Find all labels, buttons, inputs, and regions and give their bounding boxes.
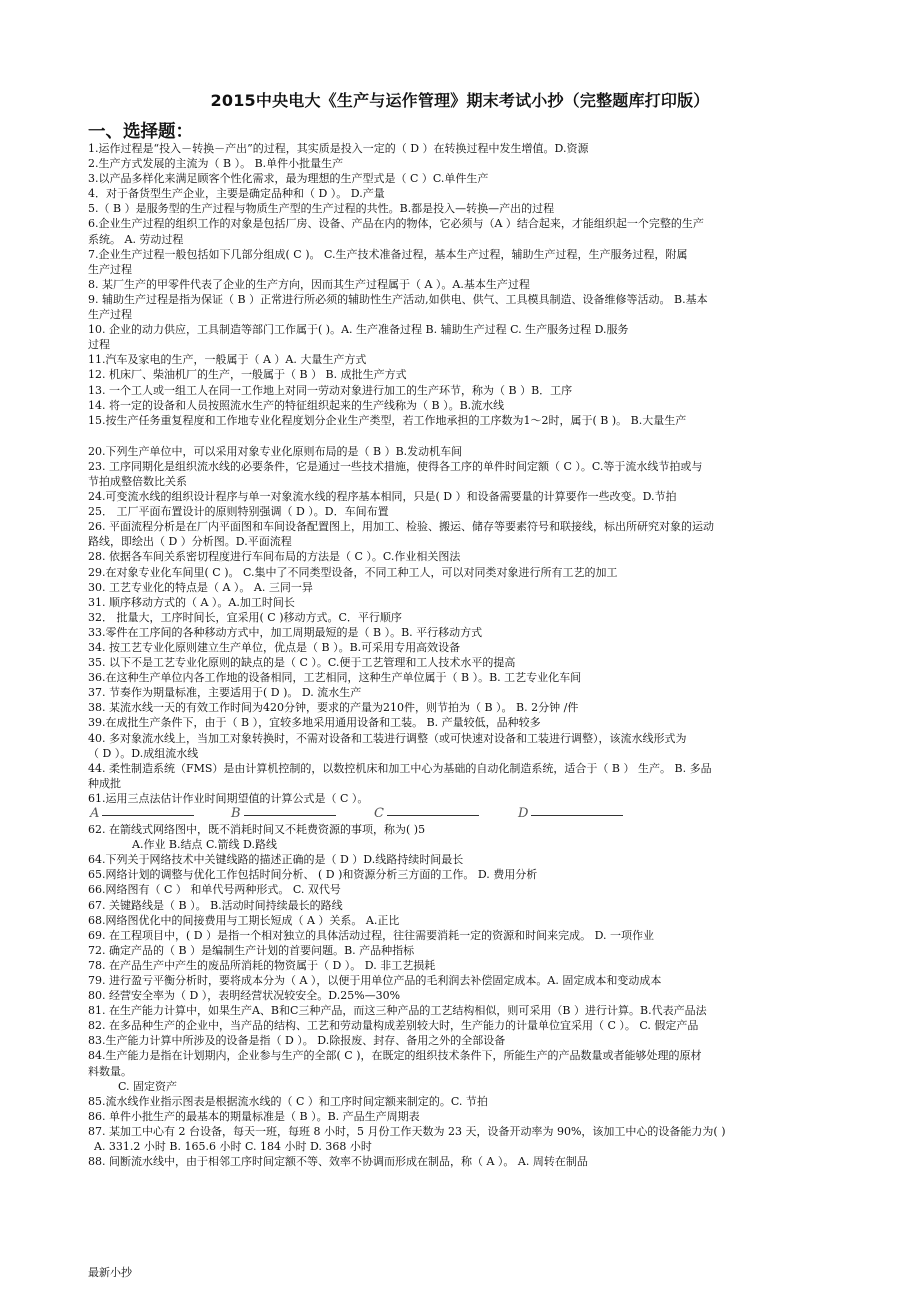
question-line: 23. 工序同期化是组织流水线的必要条件，它是通过一些技术措施，使得各工序的单件时间定额（ C ）。C.等于流水线节拍或与 [88,459,703,473]
question-line: 24.可变流水线的组织设计程序与单一对象流水线的程序基本相同，只是( D ）和设备需要量的计算要作一些改变。D.节拍 [88,490,677,504]
question-line: 37. 节奏作为期量标准，主要适用于( D )。 D. 流水生产 [88,686,362,700]
formula-option-a: A [90,806,100,822]
question-line: 9. 辅助生产过程是指为保证（ B ）正常进行所必须的辅助性生产活动,如供电、供气、工具模具制造、设备维修等活动。 B.基本 [88,292,708,306]
question-line: 28. 依据各车间关系密切程度进行车间布局的方法是（ C ）。C.作业相关图法 [88,550,461,564]
question-line: 生产过程 [88,262,132,276]
question-line: 69. 在工程项目中，( D ）是指一个相对独立的具体活动过程，往往需要消耗一定的资源和时间来完成。 D. 一项作业 [88,928,655,942]
question-line: 2.生产方式发展的主流为（ B ）。 B.单件小批量生产 [88,157,344,171]
question-line: 79. 进行盈亏平衡分析时，要将成本分为（ A ），以便于用单位产品的毛利润去补偿固定成本。A. 固定成本和变动成本 [88,973,662,987]
question-line: 72. 确定产品的（ B ）是编制生产计划的首要问题。B. 产品种指标 [88,943,415,957]
formula-line-a [102,815,194,816]
question-line: 66.网络图有（ C ） 和单代号两种形式。 C. 双代号 [88,883,341,897]
question-line: 26. 平面流程分析是在厂内平面图和车间设备配置图上，用加工、检验、搬运、储存等要素符号和联接线，标出所研究对象的运动 [88,520,714,534]
question-line: 料数量。 [88,1064,132,1078]
question-line: 67. 关键路线是（ B ）。 B.活动时间持续最长的路线 [88,898,343,912]
question-block-1 [88,141,888,806]
question-line: C. 固定资产 [118,1079,178,1093]
page-title: 2015中央电大《生产与运作管理》期末考试小抄（完整题库打印版） [210,91,710,110]
question-line: 35. 以下不是工艺专业化原则的缺点的是（ C ）。C.便于工艺管理和工人技术水平的提高 [88,656,516,670]
question-line: 1.运作过程是“投入－转换－产出”的过程，其实质是投入一定的（ D ）在转换过程中发生增值。D.资源 [88,142,589,155]
question-line: 10. 企业的动力供应，工具制造等部门工作属于( )。A. 生产准备过程 B. 辅助生产过程 C. 生产服务过程 D.服务 [88,323,629,337]
question-line: 30. 工艺专业化的特点是（ A ）。 A. 三同一异 [88,580,313,594]
question-line: 8. 某厂生产的甲零件代表了企业的生产方向，因而其生产过程属于（ A ）。A.基本生产过程 [88,277,530,291]
question-line: 29.在对象专业化车间里( C )。 C.集中了不同类型设备，不同工种工人，可以对同类对象进行所有工艺的加工 [88,565,618,579]
question-line: 5.（ B ）是服务型的生产过程与物质生产型的生产过程的共性。B.都是投入—转换—产出的过程 [88,202,555,216]
question-line: 3.以产品多样化来满足顾客个性化需求，最为理想的生产型式是（ C ）C.单件生产 [88,172,489,186]
question-line: 32． 批量大，工序时间长，宜采用( C )移动方式。C．平行顺序 [88,610,402,624]
question-line: 82. 在多品种生产的企业中，当产品的结构、工艺和劳动量构成差别较大时，生产能力的计量单位宜采用（ C ）。 C. 假定产品 [88,1019,699,1033]
question-line: 39.在成批生产条件下，由于（ B ），宜较多地采用通用设备和工装。 B. 产量较低，品种较多 [88,716,541,730]
question-line: 87. 某加工中心有 2 台设备，每天一班，每班 8 小时，5 月份工作天数为 23 天，设备开动率为 90%，该加工中心的设备能力为( ) [88,1124,726,1138]
question-line: 83.生产能力计算中所涉及的设备是指（ D ）。 D.除报废、封存、备用之外的全部设备 [88,1034,506,1048]
question-line: 85.流水线作业指示图表是根据流水线的（ C ）和工序时间定额来制定的。C. 节拍 [88,1094,488,1108]
section-heading: 一、选择题： [88,122,193,142]
question-line [88,428,888,444]
formula-line-c [387,815,479,816]
question-line: 88. 间断流水线中，由于相邻工序时间定额不等、效率不协调而形成在制品，称（ A ）。 A. 周转在制品 [88,1155,588,1169]
question-line: 34. 按工艺专业化原则建立生产单位，优点是（ B ）。B.可采用专用高效设备 [88,641,461,654]
question-line: 7.企业生产过程一般包括如下几部分组成( C )。 C.生产技术准备过程，基本生产过程，辅助生产过程，生产服务过程，附属 [88,247,688,261]
question-line: 80. 经营安全率为（ D ），表明经营状况较安全。D.25%—30% [88,989,401,1003]
question-line: 路线，即绘出（ D ）分析图。D.平面流程 [88,535,292,549]
formula-line-b [244,815,336,816]
question-line: 13. 一个工人或一组工人在同一工作地上对同一劳动对象进行加工的生产环节，称为（ B ）B．工序 [88,383,573,397]
question-line: 种成批 [88,776,121,790]
question-block-2 [88,822,888,1169]
question-line: 25． 工厂平面布置设计的原则特别强调（ D ）。D．车间布置 [88,505,389,519]
question-line: A.作业 B.结点 C.箭线 D.路线 [132,838,277,852]
formula-option-d: D [518,806,529,822]
question-list [88,141,888,1169]
question-line: 78. 在产品生产中产生的废品所消耗的物资属于（ D ）。 D. 非工艺损耗 [88,958,436,972]
question-line: （ D ）。D.成组流水线 [88,746,199,760]
formula-line-d [531,815,623,816]
formula-option-c: C [374,806,384,822]
question-line: 44. 柔性制造系统（FMS）是由计算机控制的，以数控机床和加工中心为基础的自动化制造系统，适合于（ B ） 生产。 B. 多品 [88,761,712,775]
question-line: 36.在这种生产单位内各工作地的设备相同，工艺相同，这种生产单位属于（ B ）。B. 工艺专业化车间 [88,671,582,685]
question-line: 11.汽车及家电的生产，一般属于（ A ）A. 大量生产方式 [88,353,367,367]
question-line: 38. 某流水线一天的有效工作时间为420分钟，要求的产量为210件，则节拍为（ B ）。 B. 2分钟 /件 [88,701,579,715]
question-line: 86. 单件小批生产的最基本的期量标准是（ B ）。B. 产品生产周期表 [88,1109,420,1123]
question-line: 系统。 A. 劳动过程 [88,232,184,246]
question-line: 6.企业生产过程的组织工作的对象是包括厂房、设备、产品在内的物体，它必须与（A ）结合起来，才能组织起一个完整的生产 [88,217,704,231]
question-line: 84.生产能力是指在计划期内，企业参与生产的全部( C )，在既定的组织技术条件下，所能生产的产品数量或者能够处理的原材 [88,1049,702,1063]
question-line: 68.网络图优化中的间接费用与工期长短成（ A ）关系。 A.正比 [88,913,400,927]
question-line: 65.网络计划的调整与优化工作包括时间分析、 ( D )和资源分析三方面的工作。 D. 费用分析 [88,868,538,882]
question-line: 14. 将一定的设备和人员按照流水生产的特征组织起来的生产线称为（ B ）。B.流水线 [88,398,505,412]
question-line: 节拍成整倍数比关系 [88,474,187,488]
question-line: 4．对于备货型生产企业，主要是确定品种和（ D ）。 D.产量 [88,187,385,201]
question-line: 20.下列生产单位中，可以采用对象专业化原则布局的是（ B ）B.发动机车间 [88,444,463,458]
question-line: 31. 顺序移动方式的（ A ）。A.加工时间长 [88,595,295,609]
formula-option-b: B [231,806,241,822]
footer-text: 最新小抄 [88,1266,132,1279]
question-line: 40. 多对象流水线上，当加工对象转换时，不需对设备和工装进行调整（或可快速对设备和工装进行调整），该流水线形式为 [88,731,687,745]
formula-options-row [88,806,888,822]
question-line: 12. 机床厂、柴油机厂的生产，一般属于（ B ） B. 成批生产方式 [88,368,407,382]
question-line: 15.按生产任务重复程度和工作地专业化程度划分企业生产类型，若工作地承担的工序数为1～2时，属于( B )。 B.大量生产 [88,413,687,427]
question-line: 61.运用三点法估计作业时间期望值的计算公式是（ C ）。 [88,791,369,805]
question-line: 62. 在箭线式网络图中，既不消耗时间又不耗费资源的事项，称为( )5 [88,823,426,837]
question-line: 过程 [88,338,110,352]
question-line: 33.零件在工序间的各种移动方式中，加工周期最短的是（ B ）。B. 平行移动方式 [88,625,483,639]
question-line: A. 331.2 小时 B. 165.6 小时 C. 184 小时 D. 368 小时 [94,1140,372,1153]
question-line: 81. 在生产能力计算中，如果生产A、B和C三种产品，而这三种产品的工艺结构相似，则可采用（B ）进行计算。B.代表产品法 [88,1004,707,1018]
question-line: 64.下列关于网络技术中关键线路的描述正确的是（ D ）D.线路持续时间最长 [88,853,464,867]
question-line: 生产过程 [88,308,132,322]
